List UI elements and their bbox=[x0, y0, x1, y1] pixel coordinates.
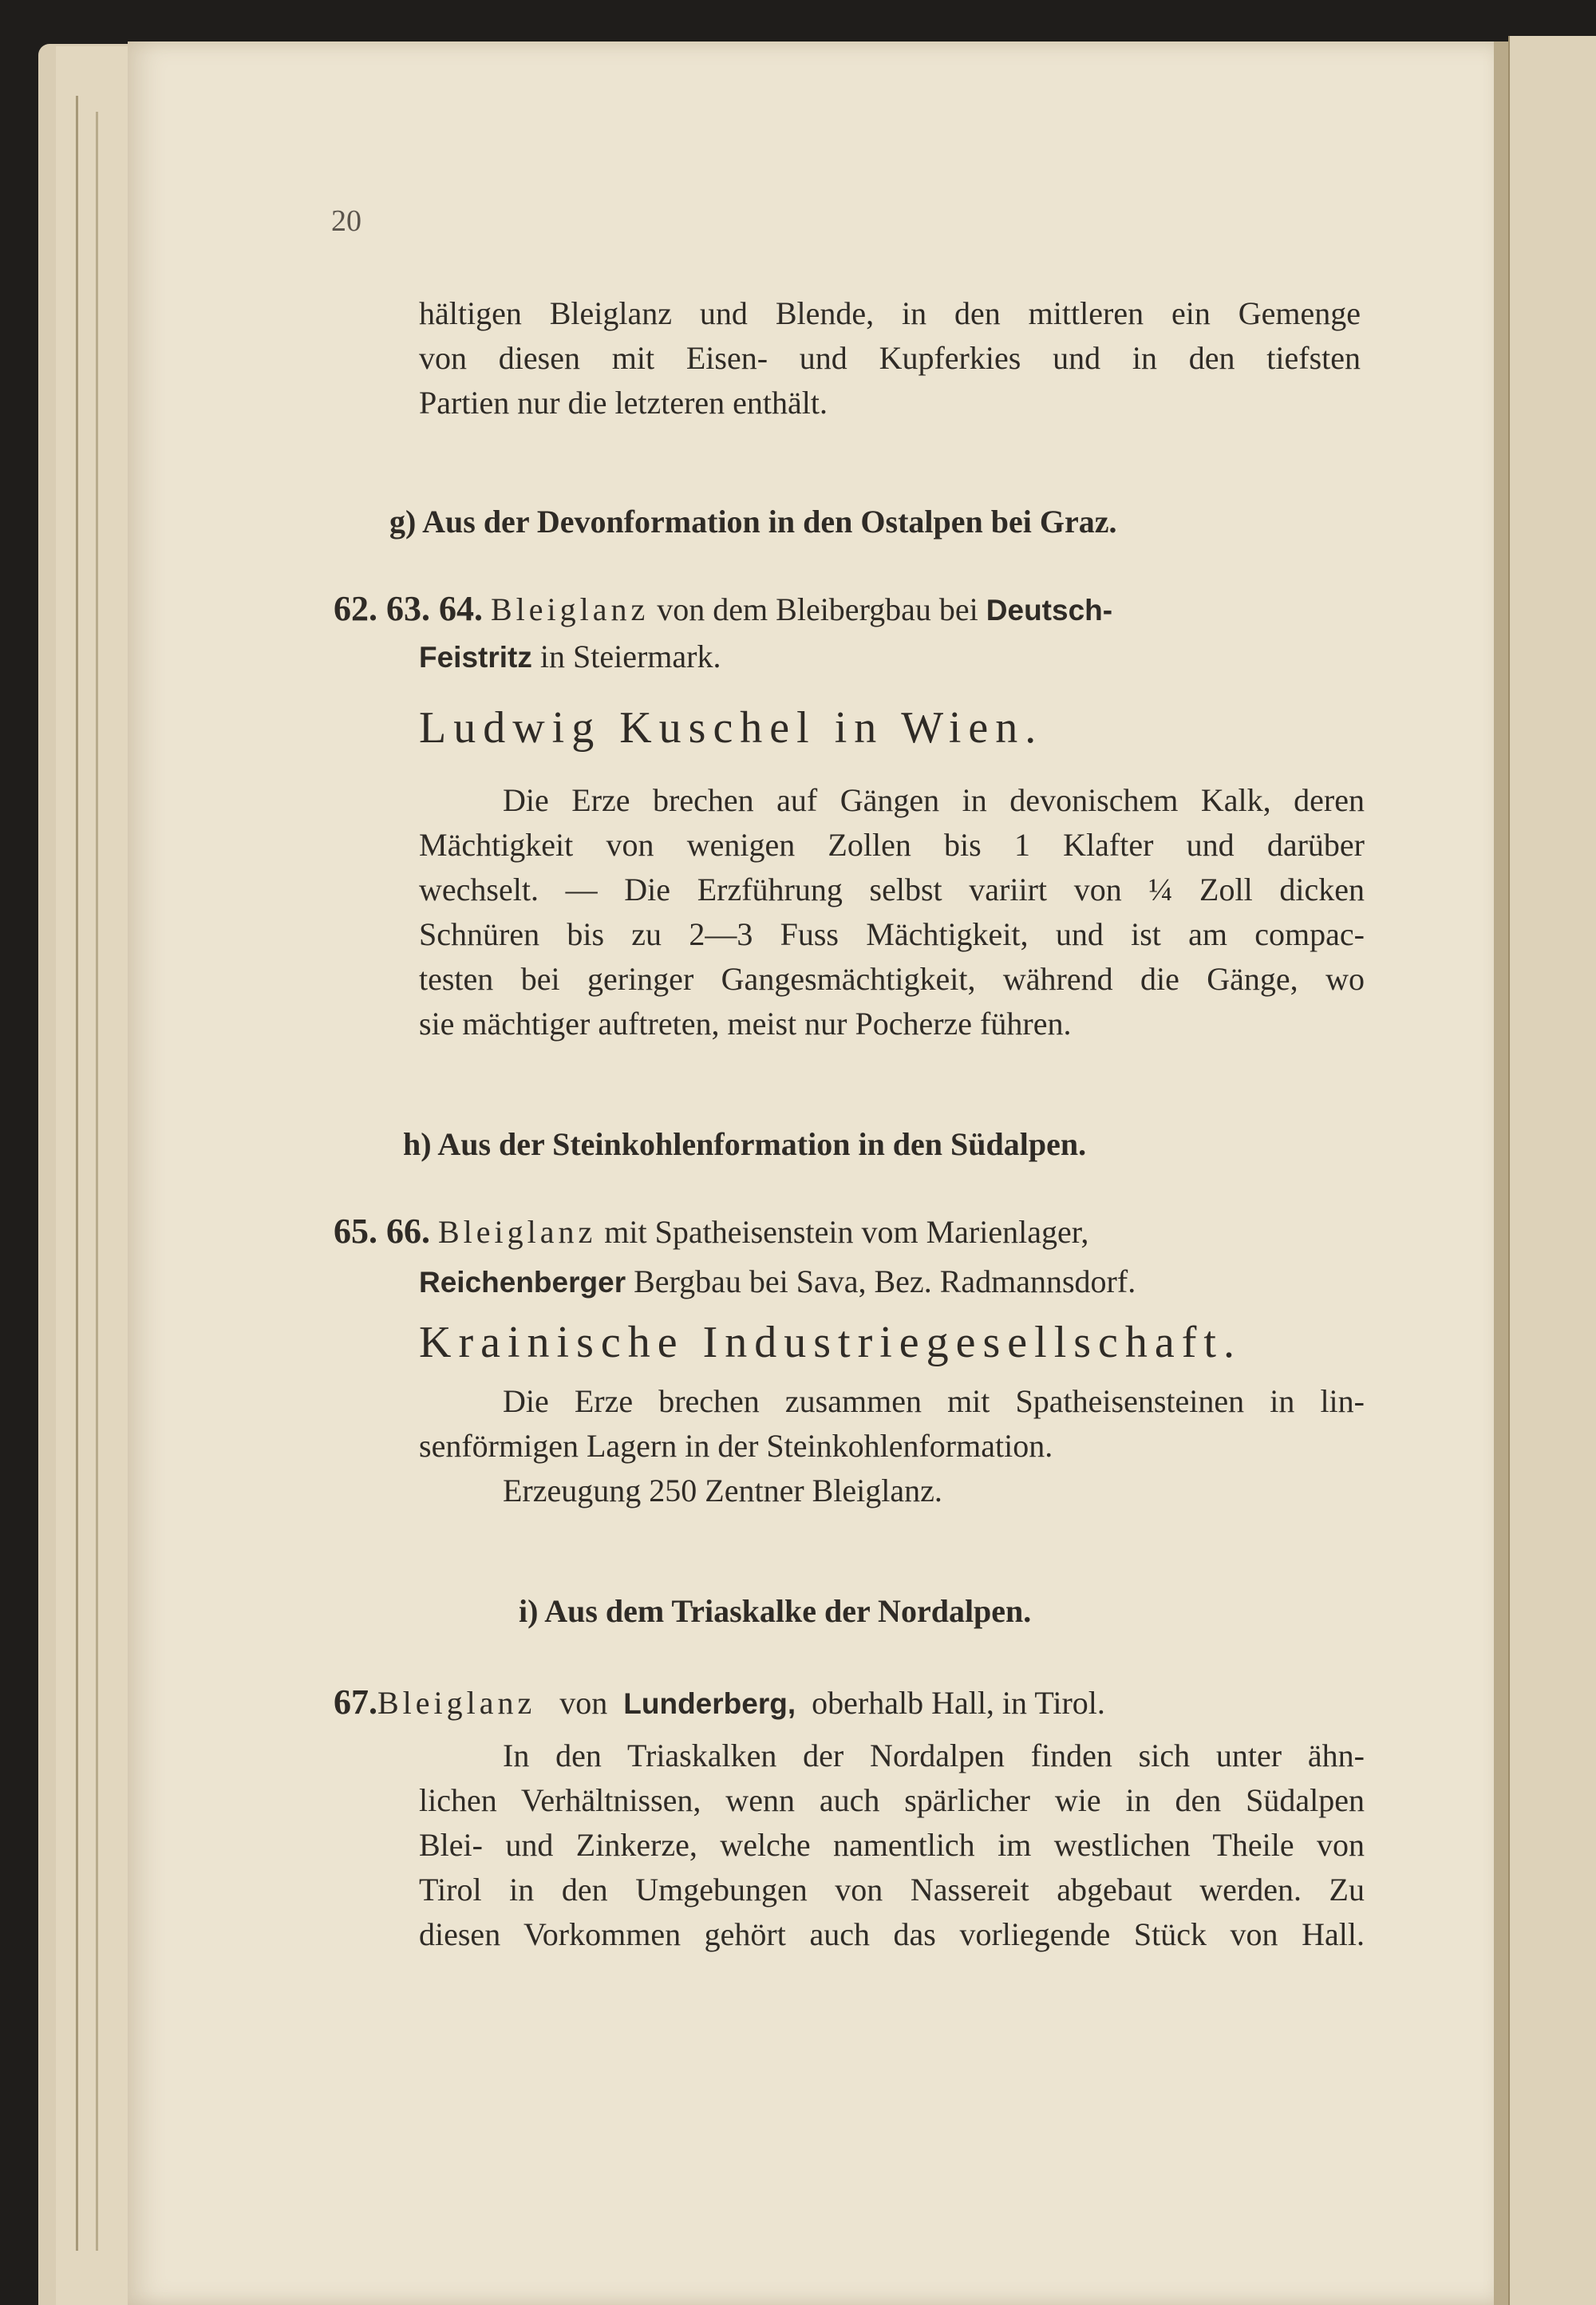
description-i bbox=[419, 1734, 1365, 1957]
text-line: von diesen mit Eisen- und Kupferkies und in den tiefsten bbox=[419, 340, 1361, 376]
exhibitor-name: Ludwig Kuschel in Wien. bbox=[419, 703, 1044, 753]
text-line: testen bei geringer Gangesmächtigkeit, während die Gänge, wo bbox=[419, 961, 1365, 997]
entry-65-66 bbox=[334, 1209, 1363, 1255]
description-h bbox=[419, 1379, 1365, 1513]
text-line: Partien nur die letzteren enthält. bbox=[419, 385, 828, 421]
page-gutter bbox=[1494, 42, 1508, 2305]
entry-text: von dem Bleibergbau bei bbox=[657, 591, 978, 627]
intro-paragraph bbox=[419, 291, 1361, 425]
place-name: Reichenberger bbox=[419, 1266, 626, 1299]
page-edge-line bbox=[96, 112, 98, 2251]
entry-numbers: 65. 66. bbox=[334, 1212, 430, 1251]
description-g bbox=[419, 778, 1365, 1046]
mineral-name: Bleiglanz bbox=[438, 1214, 597, 1250]
entry-text: mit Spatheisenstein vom Marienlager, bbox=[604, 1214, 1089, 1250]
text-line: Blei- und Zinkerze, welche namentlich im westlichen Theile von bbox=[419, 1827, 1365, 1863]
page-edge-line bbox=[76, 96, 78, 2251]
text-line: Schnüren bis zu 2—3 Fuss Mächtigkeit, und ist am compac- bbox=[419, 916, 1365, 952]
text-line: senförmigen Lagern in der Steinkohlenformation. bbox=[419, 1428, 1053, 1464]
text-line: lichen Verhältnissen, wenn auch spärlicher wie in den Südalpen bbox=[419, 1782, 1365, 1818]
section-heading-i: i) Aus dem Triaskalke der Nordalpen. bbox=[519, 1593, 1032, 1629]
section-heading-h: h) Aus der Steinkohlenformation in den Südalpen. bbox=[403, 1126, 1087, 1162]
facing-page-edge bbox=[1508, 36, 1596, 2305]
entry-text: oberhalb Hall, in Tirol. bbox=[812, 1685, 1105, 1721]
place-name: Lunderberg, bbox=[623, 1687, 796, 1720]
entry-65-66-line2 bbox=[419, 1259, 1136, 1305]
entry-62-64 bbox=[334, 587, 1363, 633]
text-line: Erzeugung 250 Zentner Bleiglanz. bbox=[503, 1473, 942, 1508]
entry-67 bbox=[334, 1680, 1363, 1726]
text-line: Die Erze brechen auf Gängen in devonischem Kalk, deren bbox=[503, 782, 1365, 818]
text-line: diesen Vorkommen gehört auch das vorliegende Stück von Hall. bbox=[419, 1916, 1365, 1952]
entry-text: Bergbau bei Sava, Bez. Radmannsdorf. bbox=[634, 1263, 1136, 1299]
mineral-name: Bleiglanz bbox=[377, 1685, 536, 1721]
text-line: Tirol in den Umgebungen von Nassereit abgebaut werden. Zu bbox=[419, 1872, 1365, 1908]
text-line: hältigen Bleiglanz und Blende, in den mittleren ein Gemenge bbox=[419, 295, 1361, 331]
page-number: 20 bbox=[331, 204, 361, 238]
exhibitor-name: Krainische Industriegesellschaft. bbox=[419, 1318, 1242, 1367]
text-line: wechselt. — Die Erzführung selbst variirt von ¼ Zoll dicken bbox=[419, 872, 1365, 907]
section-heading-g: g) Aus der Devonformation in den Ostalpen bei Graz. bbox=[389, 504, 1117, 540]
place-name: Deutsch- bbox=[986, 594, 1113, 627]
entry-numbers: 67. bbox=[334, 1682, 377, 1722]
text-line: In den Triaskalken der Nordalpen finden sich unter ähn- bbox=[503, 1738, 1365, 1773]
entry-text: in Steiermark. bbox=[539, 639, 721, 674]
mineral-name: Bleiglanz bbox=[491, 591, 650, 627]
entry-text: von bbox=[559, 1685, 608, 1721]
text-line: Die Erze brechen zusammen mit Spatheisensteinen in lin- bbox=[503, 1383, 1365, 1419]
entry-62-64-line2 bbox=[419, 635, 721, 680]
entry-numbers: 62. 63. 64. bbox=[334, 589, 483, 628]
text-line: Mächtigkeit von wenigen Zollen bis 1 Klafter und darüber bbox=[419, 827, 1365, 863]
place-name: Feistritz bbox=[419, 641, 532, 674]
text-line: sie mächtiger auftreten, meist nur Pocherze führen. bbox=[419, 1006, 1072, 1042]
